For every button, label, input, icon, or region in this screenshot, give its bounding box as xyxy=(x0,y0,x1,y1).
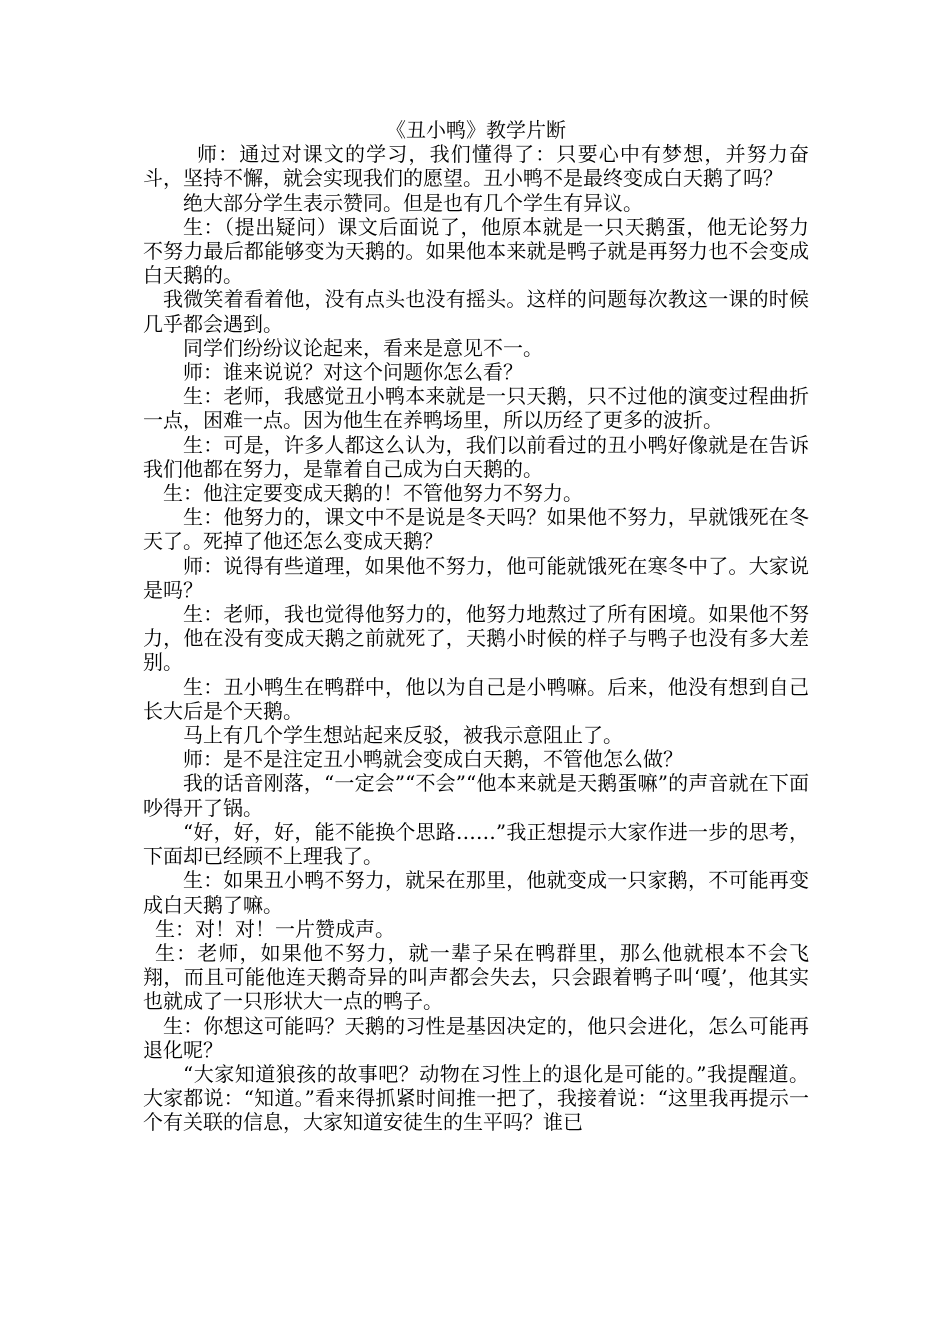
paragraph: 生：丑小鸭生在鸭群中，他以为自己是小鸭嘛。后来，他没有想到自己长大后是个天鹅。 xyxy=(143,674,809,723)
paragraph: 同学们纷纷议论起来，看来是意见不一。 xyxy=(183,335,543,360)
paragraph: 师：谁来说说？对这个问题你怎么看？ xyxy=(183,360,523,385)
paragraph: 师：说得有些道理，如果他不努力，他可能就饿死在寒冬中了。大家说是吗？ xyxy=(143,553,809,602)
paragraph: 生：可是，许多人都这么认为，我们以前看过的丑小鸭好像就是在告诉我们他都在努力，是靠着自己成为白天鹅的。 xyxy=(143,432,809,481)
paragraph: 师：通过对课文的学习，我们懂得了：只要心中有梦想，并努力奋斗，坚持不懈，就会实现我们的愿望。丑小鸭不是最终变成白天鹅了吗？ xyxy=(143,142,809,191)
paragraph: 生：如果丑小鸭不努力，就呆在那里，他就变成一只家鹅，不可能再变成白天鹅了嘛。 xyxy=(143,868,809,917)
paragraph: 师：是不是注定丑小鸭就会变成白天鹅，不管他怎么做？ xyxy=(183,747,683,772)
paragraph: 生：他注定要变成天鹅的！不管他努力不努力。 xyxy=(163,481,583,506)
paragraph: 马上有几个学生想站起来反驳，被我示意阻止了。 xyxy=(183,723,623,748)
paragraph: 我微笑着看着他，没有点头也没有摇头。这样的问题每次教这一课的时候几乎都会遇到。 xyxy=(143,287,809,336)
paragraph: 我的话音刚落，“一定会”“不会”“他本来就是天鹅蛋嘛”的声音就在下面吵得开了锅。 xyxy=(143,771,809,820)
paragraph: 生：老师，如果他不努力，就一辈子呆在鸭群里，那么他就根本不会飞翔，而且可能他连天鹅奇异的叫声都会失去，只会跟着鸭子叫‘嘎’，他其实也就成了一只形状大一点的鸭子。 xyxy=(143,940,809,1014)
paragraph: 生：对！对！一片赞成声。 xyxy=(155,916,395,941)
paragraph: 生：老师，我感觉丑小鸭本来就是一只天鹅，只不过他的演变过程曲折一点，困难一点。因为他生在养鸭场里，所以历经了更多的波折。 xyxy=(143,384,809,433)
paragraph: 生：老师，我也觉得他努力的，他努力地熬过了所有困境。如果他不努力，他在没有变成天鹅之前就死了，天鹅小时候的样子与鸭子也没有多大差别。 xyxy=(143,602,809,675)
document-body xyxy=(143,118,809,1135)
document-title: 《丑小鸭》教学片断 xyxy=(386,118,566,142)
paragraph-list xyxy=(143,142,809,1134)
paragraph: “好，好，好，能不能换个思路……”我正想提示大家作进一步的思考，下面却已经顾不上理我了。 xyxy=(143,819,809,869)
paragraph: 生：他努力的，课文中不是说是冬天吗？如果他不努力，早就饿死在冬天了。死掉了他还怎么变成天鹅？ xyxy=(143,505,809,554)
paragraph: 生：你想这可能吗？天鹅的习性是基因决定的，他只会进化，怎么可能再退化呢？ xyxy=(143,1013,809,1062)
paragraph: 生：（提出疑问）课文后面说了，他原本就是一只天鹅蛋，他无论努力不努力最后都能够变为天鹅的。如果他本来就是鸭子就是再努力也不会变成白天鹅的。 xyxy=(143,214,809,288)
paragraph: 绝大部分学生表示赞同。但是也有几个学生有异议。 xyxy=(183,190,643,215)
paragraph: “大家知道狼孩的故事吧？动物在习性上的退化是可能的。”我提醒道。大家都说：“知道。”看来得抓紧时间推一把了，我接着说：“这里我再提示一个有关联的信息，大家知道安徒生的生平吗？谁已 xyxy=(143,1061,809,1135)
